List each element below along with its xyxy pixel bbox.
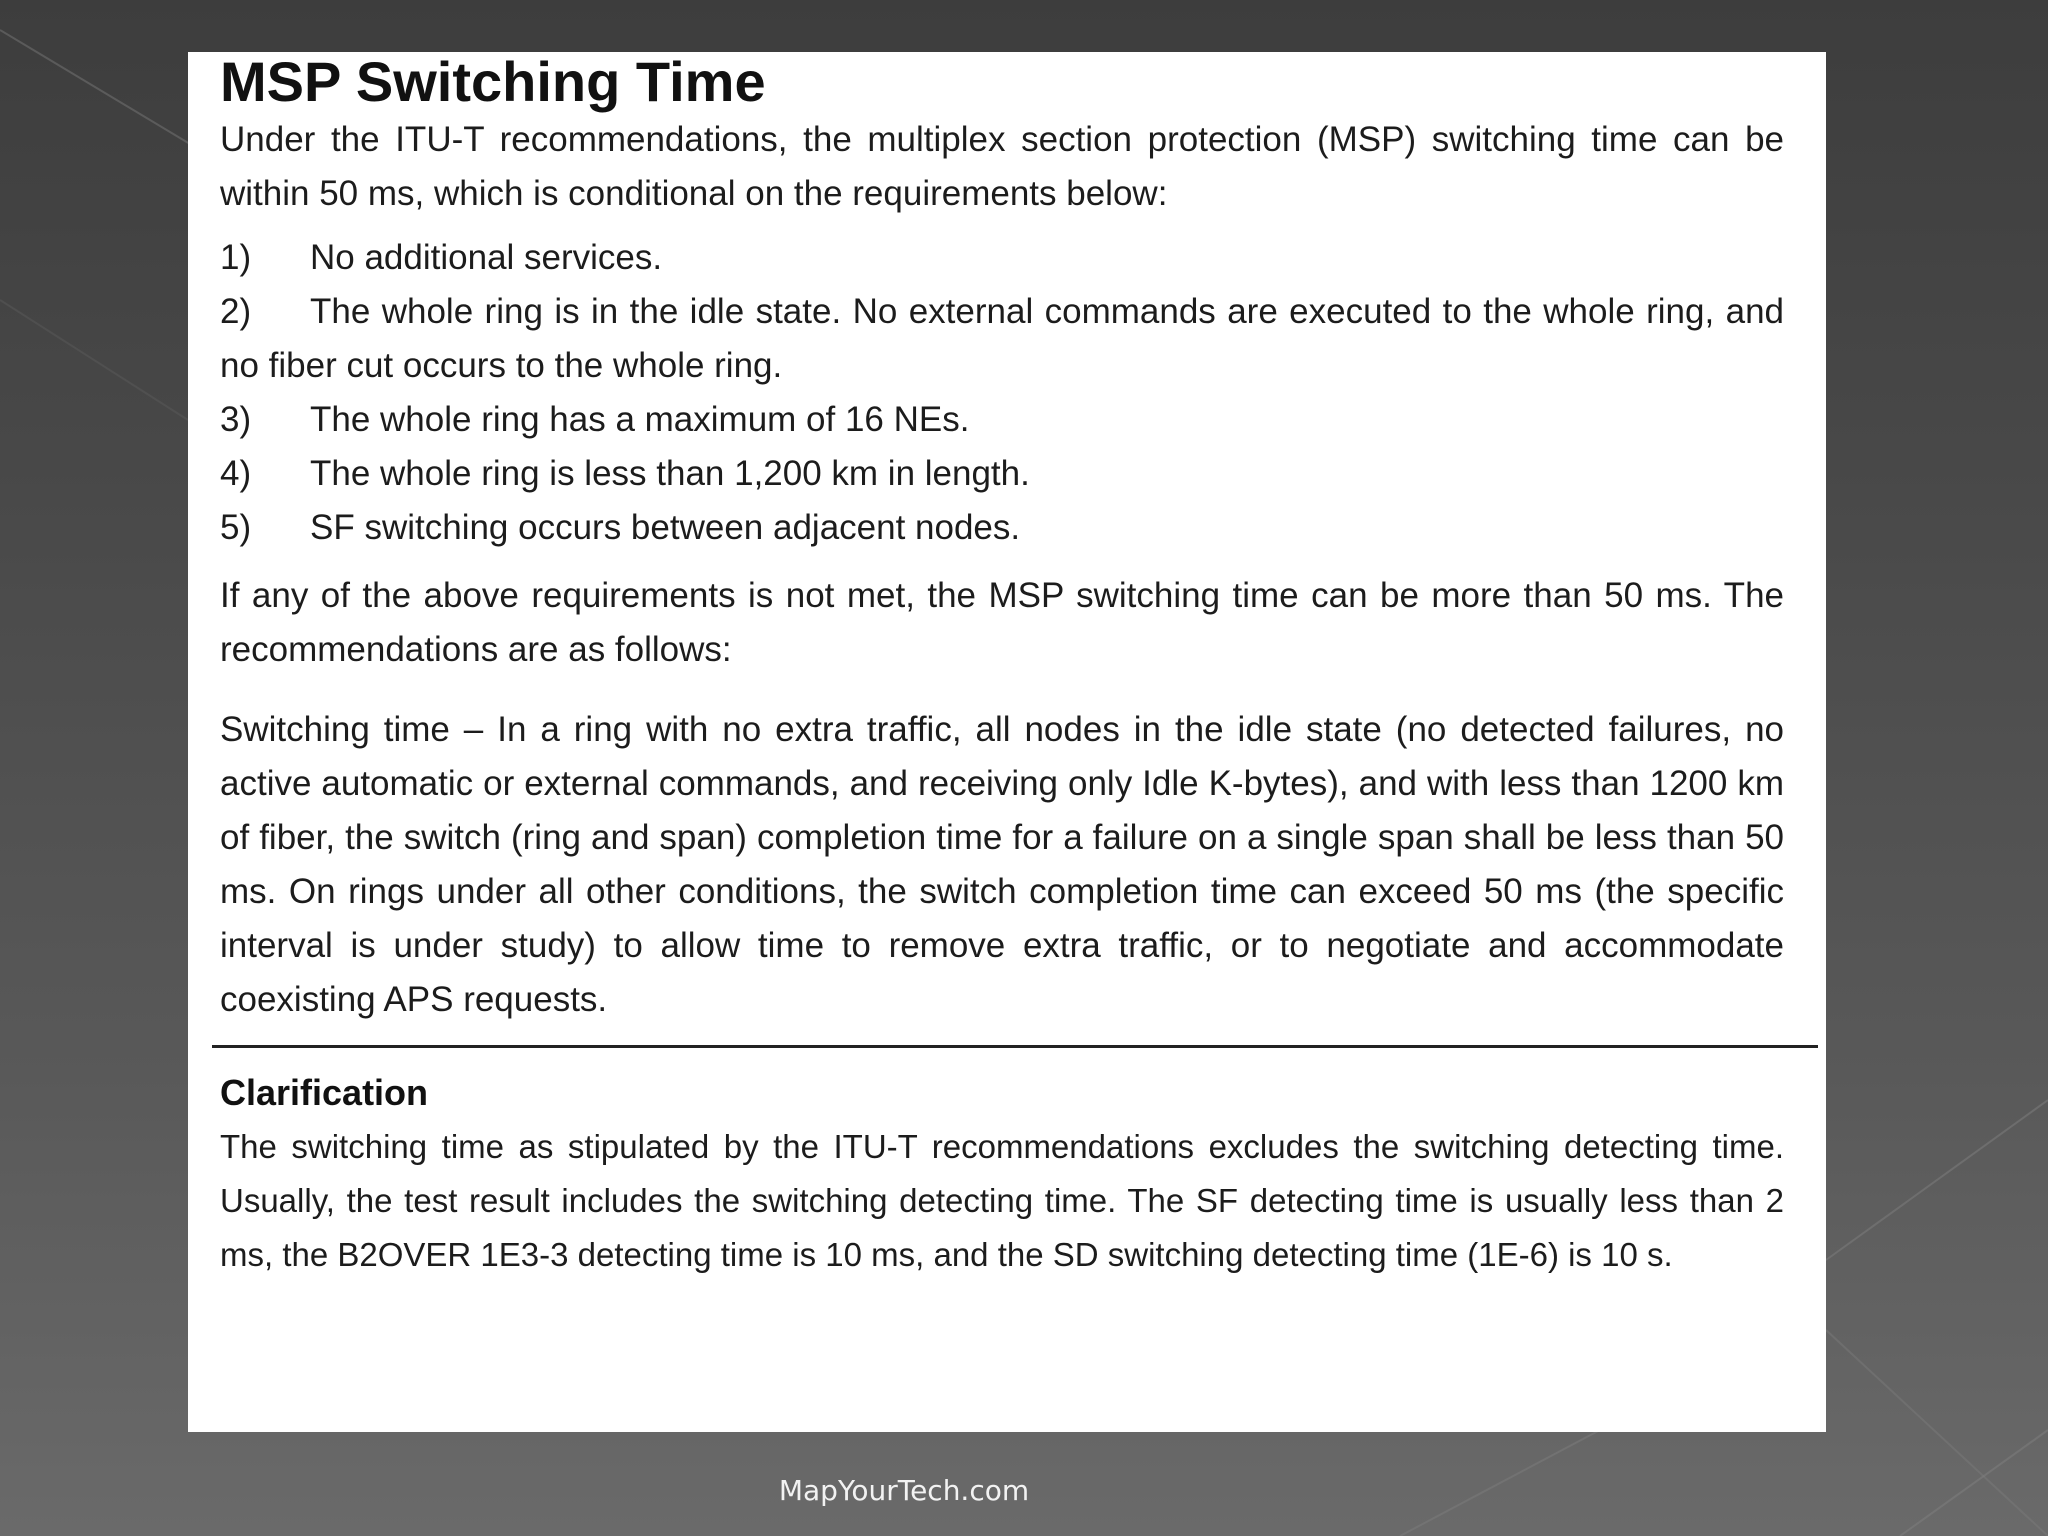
list-number: 1) <box>220 238 252 277</box>
list-number: 3) <box>220 400 252 439</box>
clarification-heading: Clarification <box>220 1072 429 1113</box>
list-item <box>220 393 1784 447</box>
list-text: The whole ring is in the idle state. No external commands are executed to the whole ring, and no fiber cut occurs to the whole ring. <box>220 292 1784 385</box>
document-title: MSP Switching Time <box>220 50 766 113</box>
list-item <box>220 231 1784 285</box>
requirements-note: If any of the above requirements is not met, the MSP switching time can be more than 50 ms. The recommendations are as follows: <box>220 576 1784 669</box>
list-number: 5) <box>220 508 252 547</box>
recommendation-quote: Switching time – In a ring with no extra traffic, all nodes in the idle state (no detected failures, no active automatic or external commands, and receiving only Idle K-bytes), and with less than 1200 km of fiber, the switch (ring and span) completion time for a failure on a single span shall be less than 50 ms. On rings under all other conditions, the switch completion time can exceed 50 ms (the specific interval is under study) to allow time to remove extra traffic, or to negotiate and accommodate coexisting APS requests. <box>220 710 1784 1019</box>
list-text: No additional services. <box>310 238 663 277</box>
list-text: The whole ring has a maximum of 16 NEs. <box>310 400 970 439</box>
list-item <box>220 501 1784 555</box>
list-item <box>220 447 1784 501</box>
list-item <box>220 285 1784 393</box>
list-text: SF switching occurs between adjacent nodes. <box>310 508 1021 547</box>
list-number: 4) <box>220 454 252 493</box>
clarification-paragraph: The switching time as stipulated by the ITU-T recommendations excludes the switching detecting time. Usually, the test result includes the switching detecting time. The SF detecting time is usually less than 2 ms, the B2OVER 1E3-3 detecting time is 10 ms, and the SD switching detecting time (1E-6) is 10 s. <box>220 1128 1784 1273</box>
intro-paragraph: Under the ITU-T recommendations, the multiplex section protection (MSP) switching time can be within 50 ms, which is conditional on the requirements below: <box>220 120 1784 213</box>
footer-watermark: MapYourTech.com <box>778 1474 1030 1507</box>
list-number: 2) <box>220 292 252 331</box>
list-text: The whole ring is less than 1,200 km in length. <box>310 454 1030 493</box>
document-page <box>188 52 1826 1432</box>
requirements-list <box>220 231 1784 555</box>
section-divider <box>212 1045 1818 1048</box>
